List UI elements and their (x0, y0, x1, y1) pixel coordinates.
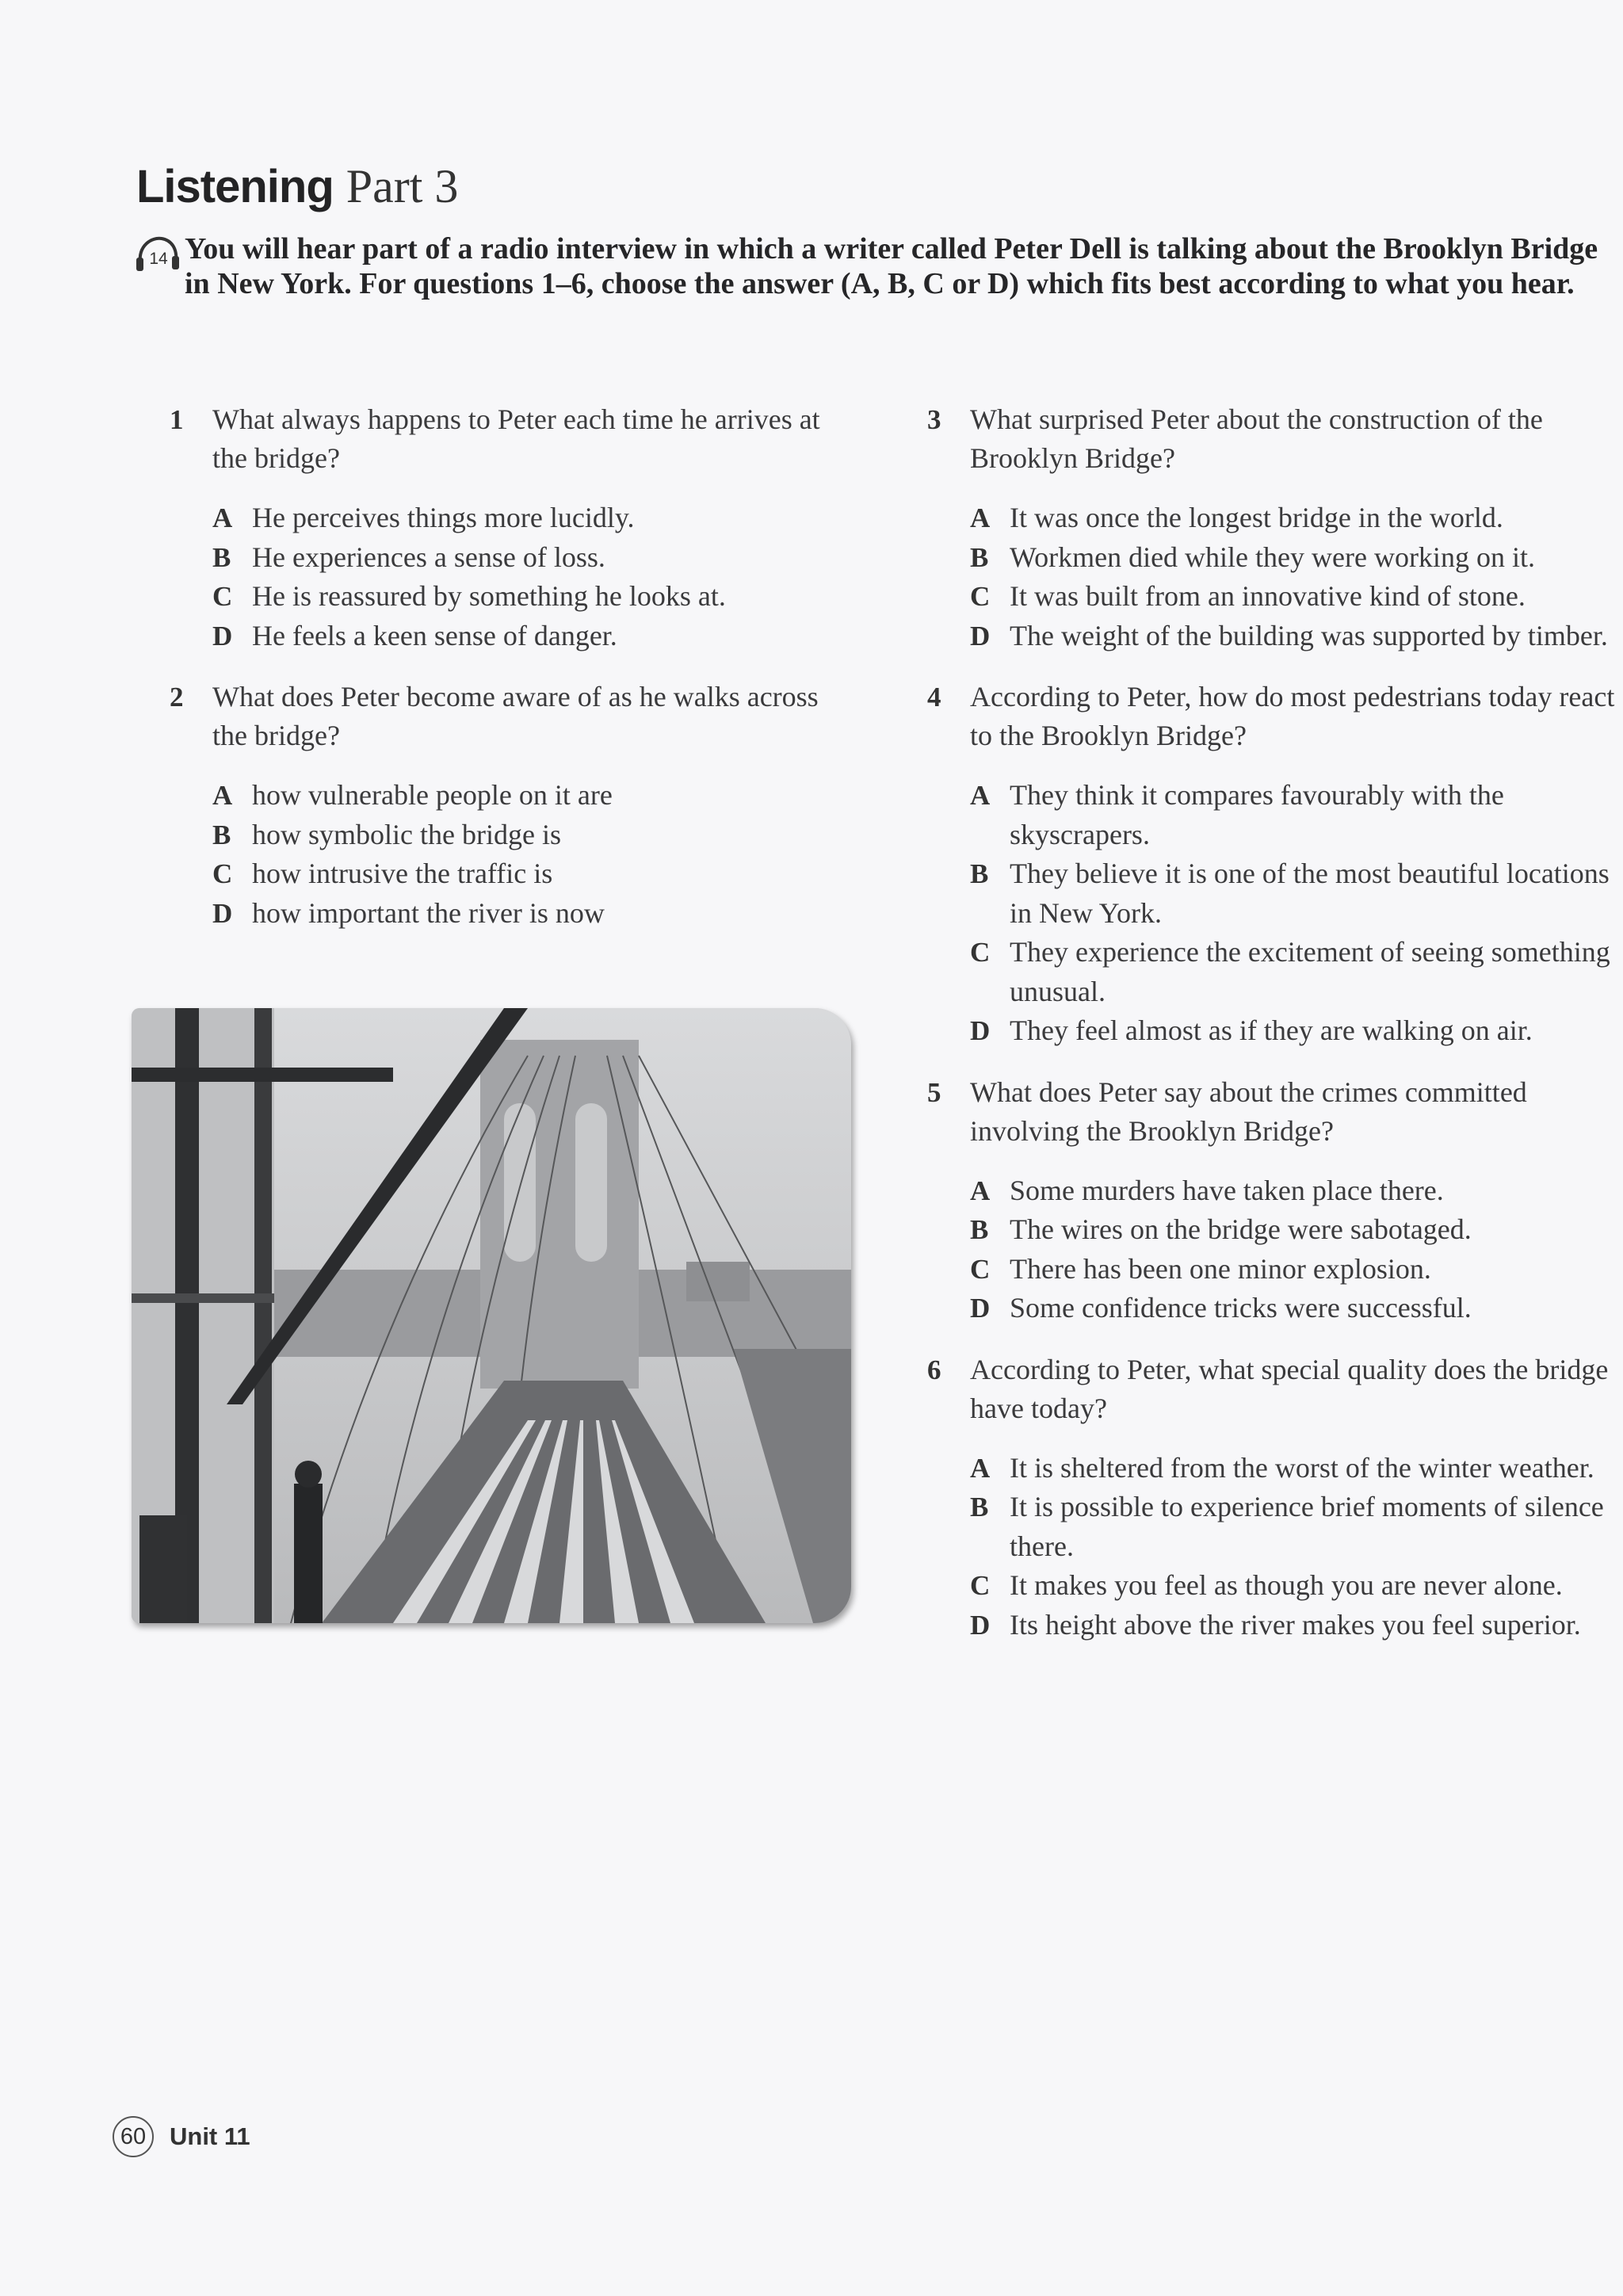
unit-label: Unit 11 (170, 2122, 250, 2150)
answer-option[interactable] (970, 1606, 1617, 1645)
answer-options (970, 776, 1617, 1051)
question-number: 5 (927, 1076, 941, 1108)
option-text: They think it compares favourably with the skyscrapers. (1010, 779, 1504, 850)
section-title: Listening (136, 161, 334, 212)
answer-option[interactable] (970, 1171, 1617, 1211)
answer-options (970, 499, 1617, 655)
page-number: 60 (113, 2116, 154, 2157)
answer-options (212, 776, 859, 933)
option-text: It makes you feel as though you are never alone. (1010, 1569, 1563, 1601)
option-text: He experiences a sense of loss. (252, 541, 605, 573)
instructions: You will hear part of a radio interview in which a writer called Peter Dell is talking about the Brooklyn Bridge in New York. For questions 1–6, choose the answer (A, B, C or D) which fits best according to what you hear. (185, 232, 1598, 300)
option-letter: B (970, 858, 989, 889)
option-text: It was once the longest bridge in the world. (1010, 502, 1503, 533)
question-text: According to Peter, what special quality does the bridge have today? (970, 1353, 1609, 1424)
left-column (170, 400, 859, 955)
question-text: What does Peter say about the crimes committed involving the Brooklyn Bridge? (970, 1075, 1527, 1147)
answer-option[interactable] (970, 1566, 1617, 1606)
option-letter: D (970, 1293, 991, 1324)
answer-option[interactable] (970, 577, 1617, 617)
option-letter: A (970, 1452, 991, 1484)
question-number: 2 (170, 682, 184, 712)
option-text: They believe it is one of the most beautiful locations in New York. (1010, 858, 1610, 929)
question-4 (927, 678, 1617, 1051)
option-text: Its height above the river makes you feel superior. (1010, 1608, 1581, 1641)
part-title: Part 3 (346, 160, 459, 212)
question-number: 3 (927, 404, 941, 435)
question-text: What does Peter become aware of as he walks across the bridge? (212, 681, 819, 751)
option-text: Workmen died while they were working on it. (1010, 541, 1535, 573)
option-letter: C (212, 858, 233, 889)
option-text: The wires on the bridge were sabotaged. (1010, 1213, 1472, 1245)
option-text: He perceives things more lucidly. (252, 502, 635, 533)
answer-option[interactable] (970, 1449, 1617, 1488)
option-text: how symbolic the bridge is (252, 818, 561, 850)
option-letter: A (970, 1175, 991, 1206)
option-text: It was built from an innovative kind of stone. (1010, 580, 1526, 612)
question-number: 6 (927, 1354, 941, 1385)
section-heading (136, 162, 458, 210)
option-letter: B (212, 819, 231, 850)
option-letter: D (212, 620, 233, 651)
question-text: What always happens to Peter each time he arrives at the bridge? (212, 403, 820, 474)
question-2 (170, 678, 859, 933)
option-letter: D (970, 1609, 991, 1641)
option-letter: A (970, 502, 991, 533)
bridge-construction-photo (132, 1008, 851, 1623)
option-text: The weight of the building was supported by timber. (1010, 619, 1608, 651)
option-letter: B (970, 1214, 989, 1245)
answer-options (970, 1171, 1617, 1328)
answer-option[interactable] (970, 776, 1617, 854)
option-text: They experience the excitement of seeing something unusual. (1010, 936, 1610, 1007)
page-footer (113, 2116, 250, 2157)
option-text: He is reassured by something he looks at. (252, 580, 726, 612)
audio-track-number: 14 (149, 250, 168, 268)
option-letter: C (970, 1253, 991, 1285)
answer-option[interactable] (212, 776, 859, 816)
option-letter: D (970, 1015, 991, 1046)
answer-option[interactable] (212, 617, 859, 656)
answer-options (970, 1449, 1617, 1645)
answer-option[interactable] (970, 617, 1617, 656)
answer-option[interactable] (970, 499, 1617, 538)
answer-option[interactable] (970, 1488, 1617, 1566)
option-text: how important the river is now (252, 896, 605, 929)
option-text: how intrusive the traffic is (252, 858, 553, 889)
option-letter: A (970, 780, 991, 811)
question-text: According to Peter, how do most pedestrians today react to the Brooklyn Bridge? (970, 681, 1615, 751)
option-letter: D (970, 620, 991, 651)
answer-option[interactable] (970, 1289, 1617, 1328)
option-letter: C (970, 581, 991, 612)
option-letter: C (212, 581, 233, 612)
option-text: how vulnerable people on it are (252, 779, 613, 811)
option-text: It is sheltered from the worst of the winter weather. (1010, 1451, 1594, 1484)
option-text: There has been one minor explosion. (1010, 1252, 1431, 1285)
answer-option[interactable] (212, 577, 859, 617)
option-letter: B (970, 1492, 989, 1522)
option-letter: B (970, 541, 989, 573)
answer-option[interactable] (970, 1210, 1617, 1250)
question-number: 4 (927, 682, 941, 712)
right-column (927, 400, 1617, 1667)
answer-option[interactable] (970, 1011, 1617, 1051)
answer-option[interactable] (212, 538, 859, 578)
answer-option[interactable] (212, 894, 859, 934)
answer-option[interactable] (970, 538, 1617, 578)
answer-option[interactable] (212, 499, 859, 538)
answer-option[interactable] (970, 1250, 1617, 1289)
answer-options (212, 499, 859, 655)
option-letter: A (212, 780, 233, 811)
option-text: They feel almost as if they are walking on air. (1010, 1014, 1533, 1046)
answer-option[interactable] (970, 854, 1617, 933)
option-letter: A (212, 502, 233, 533)
option-text: It is possible to experience brief moments of silence there. (1010, 1491, 1604, 1562)
answer-option[interactable] (212, 816, 859, 855)
option-letter: C (970, 937, 991, 968)
option-text: Some murders have taken place there. (1010, 1174, 1444, 1206)
option-text: He feels a keen sense of danger. (252, 619, 617, 651)
question-number: 1 (170, 404, 184, 435)
answer-option[interactable] (970, 933, 1617, 1011)
headphones-icon[interactable] (135, 234, 182, 273)
question-3 (927, 400, 1617, 655)
answer-option[interactable] (212, 854, 859, 894)
question-1 (170, 400, 859, 655)
question-5 (927, 1073, 1617, 1328)
option-letter: B (212, 541, 231, 573)
option-letter: D (212, 897, 233, 929)
question-text: What surprised Peter about the construction of the Brooklyn Bridge? (970, 403, 1543, 474)
option-letter: C (970, 1570, 991, 1601)
option-text: Some confidence tricks were successful. (1010, 1292, 1472, 1324)
question-6 (927, 1350, 1617, 1645)
